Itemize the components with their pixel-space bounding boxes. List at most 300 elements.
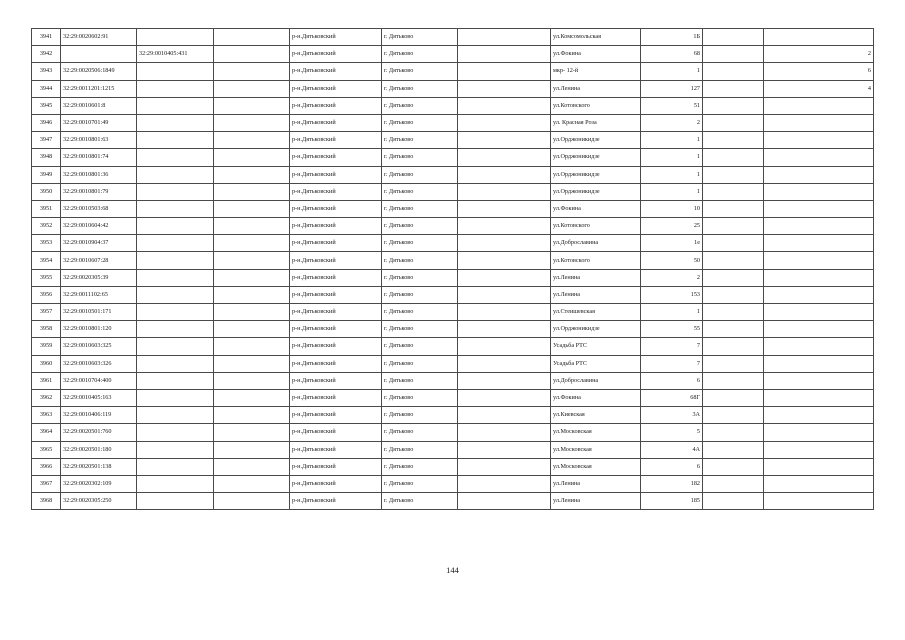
empty-cell xyxy=(214,338,290,355)
city-cell: г. Дятьково xyxy=(382,424,458,441)
empty-cell xyxy=(703,149,764,166)
district-cell: р-н.Дятьковский xyxy=(290,493,382,510)
table-row xyxy=(32,372,874,389)
empty-cell xyxy=(703,269,764,286)
house-number-cell: 153 xyxy=(641,286,703,303)
empty-cell xyxy=(458,218,551,235)
street-cell: ул.Котовского xyxy=(551,218,641,235)
row-number-cell: 3941 xyxy=(32,29,61,46)
empty-cell xyxy=(214,97,290,114)
empty-cell xyxy=(458,114,551,131)
secondary-cadastral-cell xyxy=(137,114,214,131)
row-number-cell: 3954 xyxy=(32,252,61,269)
empty-cell xyxy=(458,149,551,166)
house-number-cell: 185 xyxy=(641,493,703,510)
extra-number-cell xyxy=(764,114,874,131)
table-row xyxy=(32,97,874,114)
city-cell: г. Дятьково xyxy=(382,475,458,492)
house-number-cell: 25 xyxy=(641,218,703,235)
table-row xyxy=(32,389,874,406)
street-cell: ул.Московская xyxy=(551,458,641,475)
empty-cell xyxy=(214,218,290,235)
empty-cell xyxy=(214,286,290,303)
empty-cell xyxy=(458,321,551,338)
street-cell: ул.Фокина xyxy=(551,46,641,63)
empty-cell xyxy=(458,355,551,372)
table-row xyxy=(32,321,874,338)
secondary-cadastral-cell xyxy=(137,166,214,183)
row-number-cell: 3956 xyxy=(32,286,61,303)
street-cell: ул.Киевская xyxy=(551,407,641,424)
city-cell: г. Дятьково xyxy=(382,441,458,458)
secondary-cadastral-cell xyxy=(137,424,214,441)
empty-cell xyxy=(214,407,290,424)
extra-number-cell xyxy=(764,424,874,441)
street-cell: ул.Фокина xyxy=(551,200,641,217)
table-row xyxy=(32,63,874,80)
secondary-cadastral-cell xyxy=(137,149,214,166)
city-cell: г. Дятьково xyxy=(382,252,458,269)
cadastral-number-cell: 32:29:0010704:400 xyxy=(61,372,137,389)
table-row xyxy=(32,252,874,269)
extra-number-cell xyxy=(764,166,874,183)
empty-cell xyxy=(458,63,551,80)
district-cell: р-н.Дятьковский xyxy=(290,166,382,183)
street-cell: ул.Ленина xyxy=(551,475,641,492)
district-cell: р-н.Дятьковский xyxy=(290,183,382,200)
empty-cell xyxy=(214,269,290,286)
district-cell: р-н.Дятьковский xyxy=(290,424,382,441)
street-cell: ул.Ленина xyxy=(551,286,641,303)
table-row xyxy=(32,29,874,46)
secondary-cadastral-cell xyxy=(137,372,214,389)
street-cell: ул.Доброславина xyxy=(551,235,641,252)
house-number-cell: 2 xyxy=(641,269,703,286)
table-row xyxy=(32,183,874,200)
house-number-cell: 50 xyxy=(641,252,703,269)
street-cell: ул.Стеишевская xyxy=(551,304,641,321)
secondary-cadastral-cell xyxy=(137,338,214,355)
empty-cell xyxy=(214,493,290,510)
cadastral-number-cell: 32:29:0020501:138 xyxy=(61,458,137,475)
empty-cell xyxy=(703,475,764,492)
empty-cell xyxy=(458,29,551,46)
row-number-cell: 3964 xyxy=(32,424,61,441)
street-cell: Усадьба РТС xyxy=(551,338,641,355)
extra-number-cell xyxy=(764,355,874,372)
table-row xyxy=(32,355,874,372)
street-cell: ул.Орджоникидзе xyxy=(551,321,641,338)
secondary-cadastral-cell xyxy=(137,321,214,338)
street-cell: ул.Орджоникидзе xyxy=(551,166,641,183)
row-number-cell: 3960 xyxy=(32,355,61,372)
secondary-cadastral-cell xyxy=(137,183,214,200)
secondary-cadastral-cell xyxy=(137,252,214,269)
empty-cell xyxy=(458,286,551,303)
city-cell: г. Дятьково xyxy=(382,321,458,338)
house-number-cell: 6 xyxy=(641,372,703,389)
empty-cell xyxy=(703,166,764,183)
empty-cell xyxy=(458,46,551,63)
district-cell: р-н.Дятьковский xyxy=(290,269,382,286)
extra-number-cell xyxy=(764,132,874,149)
cadastral-number-cell: 32:29:0010801:36 xyxy=(61,166,137,183)
row-number-cell: 3951 xyxy=(32,200,61,217)
cadastral-number-cell: 32:29:0011102:65 xyxy=(61,286,137,303)
row-number-cell: 3948 xyxy=(32,149,61,166)
table-row xyxy=(32,269,874,286)
house-number-cell: 68 xyxy=(641,46,703,63)
city-cell: г. Дятьково xyxy=(382,29,458,46)
table-body xyxy=(32,29,874,510)
empty-cell xyxy=(703,235,764,252)
extra-number-cell: 4 xyxy=(764,80,874,97)
row-number-cell: 3965 xyxy=(32,441,61,458)
cadastral-number-cell: 32:29:0020501:180 xyxy=(61,441,137,458)
district-cell: р-н.Дятьковский xyxy=(290,252,382,269)
house-number-cell: 1 xyxy=(641,63,703,80)
secondary-cadastral-cell xyxy=(137,458,214,475)
district-cell: р-н.Дятьковский xyxy=(290,355,382,372)
row-number-cell: 3949 xyxy=(32,166,61,183)
table-row xyxy=(32,166,874,183)
secondary-cadastral-cell xyxy=(137,355,214,372)
table-row xyxy=(32,475,874,492)
city-cell: г. Дятьково xyxy=(382,389,458,406)
table-row xyxy=(32,149,874,166)
house-number-cell: 10 xyxy=(641,200,703,217)
empty-cell xyxy=(214,29,290,46)
city-cell: г. Дятьково xyxy=(382,63,458,80)
street-cell: ул.Ленина xyxy=(551,493,641,510)
empty-cell xyxy=(458,97,551,114)
extra-number-cell xyxy=(764,218,874,235)
cadastral-number-cell: 32:29:0010801:74 xyxy=(61,149,137,166)
empty-cell xyxy=(703,114,764,131)
property-table xyxy=(31,28,874,510)
district-cell: р-н.Дятьковский xyxy=(290,372,382,389)
table-row xyxy=(32,132,874,149)
street-cell: ул.Ленина xyxy=(551,269,641,286)
district-cell: р-н.Дятьковский xyxy=(290,458,382,475)
empty-cell xyxy=(214,475,290,492)
empty-cell xyxy=(458,235,551,252)
empty-cell xyxy=(703,286,764,303)
empty-cell xyxy=(703,321,764,338)
house-number-cell: 1Б xyxy=(641,29,703,46)
cadastral-number-cell: 32:29:0010503:68 xyxy=(61,200,137,217)
empty-cell xyxy=(214,80,290,97)
secondary-cadastral-cell xyxy=(137,389,214,406)
district-cell: р-н.Дятьковский xyxy=(290,286,382,303)
row-number-cell: 3963 xyxy=(32,407,61,424)
extra-number-cell xyxy=(764,269,874,286)
street-cell: ул.Московская xyxy=(551,424,641,441)
empty-cell xyxy=(214,252,290,269)
city-cell: г. Дятьково xyxy=(382,304,458,321)
secondary-cadastral-cell xyxy=(137,407,214,424)
extra-number-cell xyxy=(764,29,874,46)
city-cell: г. Дятьково xyxy=(382,372,458,389)
secondary-cadastral-cell xyxy=(137,286,214,303)
house-number-cell: 1 xyxy=(641,166,703,183)
empty-cell xyxy=(458,80,551,97)
district-cell: р-н.Дятьковский xyxy=(290,338,382,355)
house-number-cell: 6 xyxy=(641,458,703,475)
city-cell: г. Дятьково xyxy=(382,235,458,252)
district-cell: р-н.Дятьковский xyxy=(290,29,382,46)
cadastral-number-cell: 32:29:0010701:49 xyxy=(61,114,137,131)
row-number-cell: 3953 xyxy=(32,235,61,252)
empty-cell xyxy=(703,441,764,458)
table-row xyxy=(32,338,874,355)
city-cell: г. Дятьково xyxy=(382,407,458,424)
empty-cell xyxy=(703,338,764,355)
empty-cell xyxy=(458,200,551,217)
secondary-cadastral-cell xyxy=(137,200,214,217)
row-number-cell: 3966 xyxy=(32,458,61,475)
empty-cell xyxy=(214,132,290,149)
street-cell: мкр- 12-й xyxy=(551,63,641,80)
empty-cell xyxy=(214,235,290,252)
table-row xyxy=(32,218,874,235)
street-cell: ул.Ленина xyxy=(551,80,641,97)
house-number-cell: 182 xyxy=(641,475,703,492)
empty-cell xyxy=(703,424,764,441)
district-cell: р-н.Дятьковский xyxy=(290,200,382,217)
empty-cell xyxy=(703,183,764,200)
row-number-cell: 3961 xyxy=(32,372,61,389)
cadastral-number-cell: 32:29:0010801:79 xyxy=(61,183,137,200)
table-row xyxy=(32,441,874,458)
empty-cell xyxy=(703,218,764,235)
empty-cell xyxy=(214,166,290,183)
empty-cell xyxy=(214,424,290,441)
street-cell: ул.Московская xyxy=(551,441,641,458)
extra-number-cell xyxy=(764,389,874,406)
district-cell: р-н.Дятьковский xyxy=(290,304,382,321)
empty-cell xyxy=(703,63,764,80)
cadastral-number-cell: 32:29:0020302:109 xyxy=(61,475,137,492)
table-row xyxy=(32,80,874,97)
row-number-cell: 3946 xyxy=(32,114,61,131)
empty-cell xyxy=(703,304,764,321)
city-cell: г. Дятьково xyxy=(382,355,458,372)
empty-cell xyxy=(214,372,290,389)
extra-number-cell xyxy=(764,235,874,252)
empty-cell xyxy=(703,407,764,424)
empty-cell xyxy=(214,46,290,63)
empty-cell xyxy=(214,149,290,166)
extra-number-cell xyxy=(764,441,874,458)
cadastral-number-cell: 32:29:0010801:63 xyxy=(61,132,137,149)
street-cell: ул.Орджоникидзе xyxy=(551,132,641,149)
house-number-cell: 7 xyxy=(641,355,703,372)
table-row xyxy=(32,407,874,424)
cadastral-number-cell: 32:29:0020506:1849 xyxy=(61,63,137,80)
extra-number-cell xyxy=(764,252,874,269)
house-number-cell: 1 xyxy=(641,132,703,149)
secondary-cadastral-cell xyxy=(137,304,214,321)
table-row xyxy=(32,235,874,252)
street-cell: Усадьба РТС xyxy=(551,355,641,372)
empty-cell xyxy=(214,389,290,406)
house-number-cell: 3А xyxy=(641,407,703,424)
empty-cell xyxy=(703,29,764,46)
empty-cell xyxy=(703,252,764,269)
extra-number-cell xyxy=(764,149,874,166)
street-cell: ул.Котовского xyxy=(551,97,641,114)
row-number-cell: 3945 xyxy=(32,97,61,114)
row-number-cell: 3944 xyxy=(32,80,61,97)
street-cell: ул.Орджоникидзе xyxy=(551,183,641,200)
city-cell: г. Дятьково xyxy=(382,200,458,217)
page-number: 144 xyxy=(446,565,459,575)
row-number-cell: 3942 xyxy=(32,46,61,63)
street-cell: ул.Котовского xyxy=(551,252,641,269)
city-cell: г. Дятьково xyxy=(382,493,458,510)
empty-cell xyxy=(458,269,551,286)
district-cell: р-н.Дятьковский xyxy=(290,132,382,149)
district-cell: р-н.Дятьковский xyxy=(290,114,382,131)
empty-cell xyxy=(214,200,290,217)
city-cell: г. Дятьково xyxy=(382,166,458,183)
secondary-cadastral-cell xyxy=(137,235,214,252)
secondary-cadastral-cell: 32:29:0010405:431 xyxy=(137,46,214,63)
house-number-cell: 1 xyxy=(641,183,703,200)
district-cell: р-н.Дятьковский xyxy=(290,407,382,424)
empty-cell xyxy=(214,321,290,338)
empty-cell xyxy=(458,372,551,389)
row-number-cell: 3959 xyxy=(32,338,61,355)
cadastral-number-cell: 32:29:0020305:39 xyxy=(61,269,137,286)
table-row xyxy=(32,424,874,441)
secondary-cadastral-cell xyxy=(137,132,214,149)
extra-number-cell xyxy=(764,407,874,424)
house-number-cell: 7 xyxy=(641,338,703,355)
row-number-cell: 3955 xyxy=(32,269,61,286)
empty-cell xyxy=(458,458,551,475)
street-cell: ул.Фокина xyxy=(551,389,641,406)
empty-cell xyxy=(458,493,551,510)
secondary-cadastral-cell xyxy=(137,97,214,114)
empty-cell xyxy=(703,355,764,372)
house-number-cell: 4А xyxy=(641,441,703,458)
cadastral-number-cell: 32:29:0010801:120 xyxy=(61,321,137,338)
cadastral-number-cell: 32:29:0010405:163 xyxy=(61,389,137,406)
secondary-cadastral-cell xyxy=(137,475,214,492)
extra-number-cell xyxy=(764,475,874,492)
city-cell: г. Дятьково xyxy=(382,132,458,149)
empty-cell xyxy=(214,355,290,372)
cadastral-number-cell: 32:29:0010501:171 xyxy=(61,304,137,321)
cadastral-number-cell: 32:29:0020602:91 xyxy=(61,29,137,46)
extra-number-cell xyxy=(764,458,874,475)
cadastral-number-cell: 32:29:0010603:325 xyxy=(61,338,137,355)
empty-cell xyxy=(214,458,290,475)
secondary-cadastral-cell xyxy=(137,441,214,458)
empty-cell xyxy=(703,132,764,149)
extra-number-cell xyxy=(764,183,874,200)
cadastral-number-cell: 32:29:0020501:760 xyxy=(61,424,137,441)
secondary-cadastral-cell xyxy=(137,493,214,510)
row-number-cell: 3957 xyxy=(32,304,61,321)
house-number-cell: 2 xyxy=(641,114,703,131)
house-number-cell: 5 xyxy=(641,424,703,441)
district-cell: р-н.Дятьковский xyxy=(290,475,382,492)
extra-number-cell xyxy=(764,304,874,321)
row-number-cell: 3958 xyxy=(32,321,61,338)
empty-cell xyxy=(703,97,764,114)
city-cell: г. Дятьково xyxy=(382,269,458,286)
house-number-cell: 1е xyxy=(641,235,703,252)
city-cell: г. Дятьково xyxy=(382,338,458,355)
secondary-cadastral-cell xyxy=(137,80,214,97)
city-cell: г. Дятьково xyxy=(382,80,458,97)
empty-cell xyxy=(458,166,551,183)
empty-cell xyxy=(214,441,290,458)
street-cell: ул.Доброславина xyxy=(551,372,641,389)
house-number-cell: 1 xyxy=(641,304,703,321)
cadastral-number-cell: 32:29:0011201:1215 xyxy=(61,80,137,97)
table-row xyxy=(32,458,874,475)
empty-cell xyxy=(214,304,290,321)
table-row xyxy=(32,200,874,217)
empty-cell xyxy=(703,200,764,217)
extra-number-cell xyxy=(764,97,874,114)
empty-cell xyxy=(458,338,551,355)
empty-cell xyxy=(703,80,764,97)
empty-cell xyxy=(214,183,290,200)
secondary-cadastral-cell xyxy=(137,218,214,235)
empty-cell xyxy=(458,441,551,458)
house-number-cell: 127 xyxy=(641,80,703,97)
cadastral-number-cell: 32:29:0020305:250 xyxy=(61,493,137,510)
city-cell: г. Дятьково xyxy=(382,149,458,166)
secondary-cadastral-cell xyxy=(137,269,214,286)
empty-cell xyxy=(458,132,551,149)
row-number-cell: 3952 xyxy=(32,218,61,235)
city-cell: г. Дятьково xyxy=(382,458,458,475)
district-cell: р-н.Дятьковский xyxy=(290,46,382,63)
row-number-cell: 3950 xyxy=(32,183,61,200)
row-number-cell: 3943 xyxy=(32,63,61,80)
empty-cell xyxy=(458,424,551,441)
empty-cell xyxy=(458,475,551,492)
city-cell: г. Дятьково xyxy=(382,218,458,235)
empty-cell xyxy=(703,372,764,389)
extra-number-cell xyxy=(764,321,874,338)
house-number-cell: 55 xyxy=(641,321,703,338)
table-row xyxy=(32,114,874,131)
empty-cell xyxy=(458,183,551,200)
secondary-cadastral-cell xyxy=(137,63,214,80)
empty-cell xyxy=(214,63,290,80)
district-cell: р-н.Дятьковский xyxy=(290,63,382,80)
empty-cell xyxy=(703,389,764,406)
empty-cell xyxy=(458,407,551,424)
district-cell: р-н.Дятьковский xyxy=(290,321,382,338)
extra-number-cell xyxy=(764,286,874,303)
empty-cell xyxy=(458,252,551,269)
empty-cell xyxy=(458,304,551,321)
city-cell: г. Дятьково xyxy=(382,114,458,131)
street-cell: ул.Орджоникидзе xyxy=(551,149,641,166)
district-cell: р-н.Дятьковский xyxy=(290,149,382,166)
extra-number-cell: 6 xyxy=(764,63,874,80)
city-cell: г. Дятьково xyxy=(382,97,458,114)
row-number-cell: 3967 xyxy=(32,475,61,492)
